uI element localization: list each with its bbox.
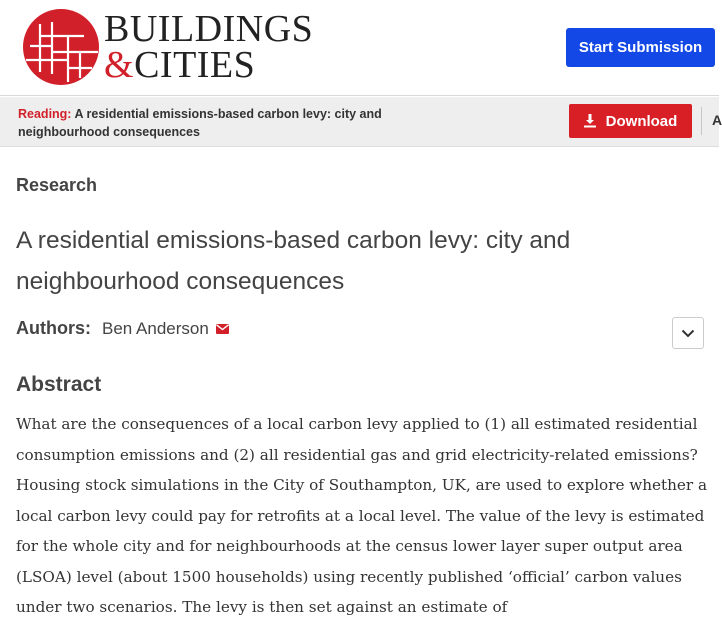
download-icon bbox=[584, 114, 596, 128]
mail-icon[interactable] bbox=[216, 324, 229, 334]
logo-line-2 bbox=[104, 46, 313, 84]
reading-bar bbox=[0, 97, 722, 147]
article-section-label: Research bbox=[16, 175, 98, 195]
reading-article-title: A residential emissions-based carbon levy: city and neighbourhood consequences bbox=[18, 107, 382, 139]
toolbar-divider bbox=[701, 107, 702, 135]
article-title: A residential emissions-based carbon levy: city and neighbourhood consequences bbox=[16, 227, 571, 295]
authors-label: Authors: bbox=[16, 318, 91, 338]
start-submission-button[interactable]: Start Submission bbox=[566, 28, 715, 67]
reading-label: Reading: bbox=[18, 107, 72, 121]
site-logo[interactable] bbox=[22, 8, 313, 86]
download-button[interactable] bbox=[569, 104, 692, 138]
logo-line-1: BUILDINGS bbox=[104, 8, 314, 50]
chevron-down-icon bbox=[681, 329, 695, 338]
logo-mark-icon bbox=[22, 8, 100, 86]
reading-title bbox=[18, 105, 398, 141]
logo-ampersand: & bbox=[104, 44, 135, 86]
site-header bbox=[0, 0, 719, 96]
logo-line-2-text: CITIES bbox=[134, 44, 256, 86]
download-label: Download bbox=[605, 112, 678, 130]
abstract-text: What are the consequences of a local carbon levy applied to (1) all estimated residential consumption emissions and (2) all residential gas and grid electricity-related emissions? Housing stock simulations in the City of Southampton, UK, are used to explore whether a local carbon levy could pay for retrofits at a local level. The value of the levy is estimated for the whole city and for neighbourhoods at the census lower layer super output area (LSOA) level (about 1500 households) using recently published ‘official’ carbon values under two scenarios. The levy is then set against an estimate of bbox=[16, 415, 708, 616]
authors-row bbox=[16, 318, 229, 339]
author-name[interactable]: Ben Anderson bbox=[102, 318, 209, 338]
logo-wordmark bbox=[104, 10, 313, 84]
authors-expand-button[interactable] bbox=[672, 317, 704, 349]
abstract-heading: Abstract bbox=[16, 373, 102, 396]
truncated-toolbar-item[interactable]: A bbox=[712, 112, 722, 128]
